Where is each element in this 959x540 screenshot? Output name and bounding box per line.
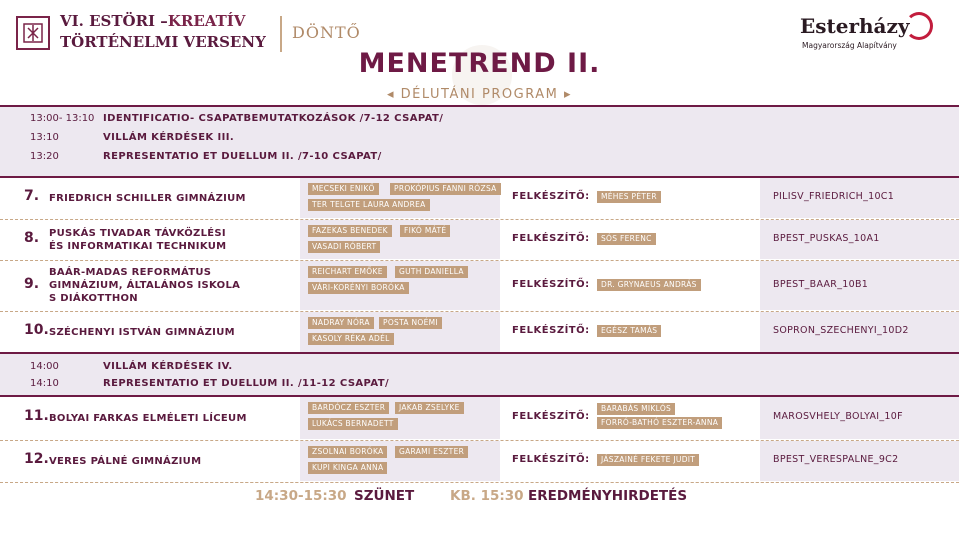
team-row	[0, 220, 959, 259]
session-time: 14:10	[30, 378, 59, 389]
member-chip: JAKAB ZSELYKE	[395, 402, 464, 414]
brand-name: Esterházy	[800, 14, 910, 38]
break-time: 14:30-15:30	[255, 488, 347, 504]
result-label: EREDMÉNYHIRDETÉS	[528, 488, 688, 504]
team-row	[0, 261, 959, 310]
school-name-line: BOLYAI FARKAS ELMÉLETI LÍCEUM	[49, 412, 247, 424]
team-row	[0, 397, 959, 439]
footer-divider	[0, 482, 959, 483]
session-activity: VILLÁM KÉRDÉSEK IV.	[103, 361, 233, 372]
coach-chip: MÉHES PÉTER	[597, 191, 661, 203]
school-name-line: FRIEDRICH SCHILLER GIMNÁZIUM	[49, 192, 246, 204]
team-code: SOPRON_SZECHENYI_10D2	[773, 325, 909, 336]
member-chip: VASADI RÓBERT	[308, 241, 380, 253]
member-chip: GARAMI ESZTER	[395, 446, 468, 458]
session-activity: REPRESENTATIO ET DUELLUM II. /7-10 CSAPAT/	[103, 151, 382, 162]
team-code: BPEST_VERESPALNE_9C2	[773, 454, 899, 465]
member-chip: LUKÁCS BERNADETT	[308, 418, 398, 430]
session-time: 13:10	[30, 132, 59, 143]
team-code: MAROSVHELY_BOLYAI_10F	[773, 411, 903, 422]
school-name-line: VERES PÁLNÉ GIMNÁZIUM	[49, 455, 202, 467]
header-divider	[280, 16, 282, 52]
member-chip: NADRAY NÓRA	[308, 317, 374, 329]
school-name	[49, 412, 247, 425]
stage-label: DÖNTŐ	[292, 23, 361, 42]
section-divider	[0, 105, 959, 107]
coach-label: FELKÉSZÍTŐ:	[512, 191, 590, 202]
member-chip: VÁRI-KORÉNYI BORÓKA	[308, 282, 409, 294]
event-title-line1: VI. ESTÖRI –KREATÍV	[60, 12, 246, 30]
section-divider	[0, 352, 959, 354]
crest-icon	[16, 16, 50, 50]
member-chip: TER TELGTE LAURA ANDREA	[308, 199, 430, 211]
school-name	[49, 227, 226, 253]
session-activity: REPRESENTATIO ET DUELLUM II. /11-12 CSAPAT/	[103, 378, 390, 389]
brand-subtitle: Magyarország Alapítvány	[802, 41, 897, 50]
page-title: MENETREND II.	[358, 48, 601, 79]
team-number: 12.	[24, 451, 49, 467]
session-activity: IDENTIFICATIO- CSAPATBEMUTATKOZÁSOK /7-12 CSAPAT/	[103, 113, 444, 124]
team-row	[0, 178, 959, 218]
coach-chip: SÓS FERENC	[597, 233, 656, 245]
member-chip: POSTA NOÉMI	[379, 317, 442, 329]
school-name-line: S DIÁKOTTHON	[49, 293, 138, 304]
event-title-line2: TÖRTÉNELMI VERSENY	[60, 33, 266, 51]
break-label: SZÜNET	[354, 488, 415, 504]
coach-label: FELKÉSZÍTŐ:	[512, 325, 590, 336]
result-time: KB. 15:30	[450, 488, 524, 504]
coach-label: FELKÉSZÍTŐ:	[512, 278, 590, 290]
coach-label: FELKÉSZÍTŐ:	[512, 232, 590, 244]
coach-chip: DR. GRYNAEUS ANDRÁS	[597, 279, 701, 291]
session-time: 13:20	[30, 151, 59, 162]
coach-label: FELKÉSZÍTŐ:	[512, 454, 590, 465]
team-number: 9.	[24, 275, 40, 292]
coach-chip: BARABÁS MIKLÓS	[597, 403, 675, 415]
school-name-line: BAÁR-MADAS REFORMÁTUS	[49, 267, 212, 278]
member-chip: FAZEKAS BENEDEK	[308, 225, 392, 237]
session-block-2	[0, 353, 959, 396]
member-chip: ZSOLNAI BORÓKA	[308, 446, 387, 458]
school-name	[49, 192, 246, 205]
school-name-line: ÉS INFORMATIKAI TECHNIKUM	[49, 240, 227, 252]
member-chip: REICHART EMŐKE	[308, 266, 387, 278]
school-name	[49, 266, 240, 305]
team-number: 11.	[24, 408, 49, 424]
team-code: PILISV_FRIEDRICH_10C1	[773, 191, 895, 202]
team-code: BPEST_BAAR_10B1	[773, 278, 869, 290]
brand-ring-icon	[905, 12, 933, 40]
school-name	[49, 326, 235, 339]
page-subtitle: ◂ DÉLUTÁNI PROGRAM ▸	[387, 87, 572, 102]
session-time: 14:00	[30, 361, 59, 372]
coach-chip: JÁSZAINÉ FEKETE JUDIT	[597, 454, 699, 466]
member-chip: GUTH DANIELLA	[395, 266, 468, 278]
member-chip: KASOLY RÉKA ADÉL	[308, 333, 394, 345]
team-number: 10.	[24, 322, 49, 338]
member-chip: KUPI KINGA ANNA	[308, 462, 387, 474]
member-chip: FIKÓ MÁTÉ	[400, 225, 450, 237]
school-name-line: PUSKÁS TIVADAR TÁVKÖZLÉSI	[49, 227, 226, 239]
coach-chip: FORRÓ-BATHÓ ESZTER-ANNA	[597, 417, 722, 429]
team-number: 8.	[24, 229, 40, 246]
team-row	[0, 312, 959, 352]
coach-label: FELKÉSZÍTŐ:	[512, 411, 590, 422]
school-name-line: SZÉCHENYI ISTVÁN GIMNÁZIUM	[49, 326, 235, 338]
team-number: 7.	[24, 188, 40, 204]
member-chip: PROKÓPIUS FANNI RÓZSA	[390, 183, 501, 195]
session-time: 13:00- 13:10	[30, 113, 95, 124]
coach-chip: EGÉSZ TAMÁS	[597, 325, 661, 337]
session-activity: VILLÁM KÉRDÉSEK III.	[103, 132, 235, 143]
member-chip: MECSEKI ENIKŐ	[308, 183, 379, 195]
team-row	[0, 441, 959, 481]
team-code: BPEST_PUSKAS_10A1	[773, 232, 880, 244]
member-chip: BARDÓCZ ESZTER	[308, 402, 389, 414]
school-name-line: GIMNÁZIUM, ÁLTALÁNOS ISKOLA	[49, 280, 241, 291]
school-name	[49, 455, 201, 468]
